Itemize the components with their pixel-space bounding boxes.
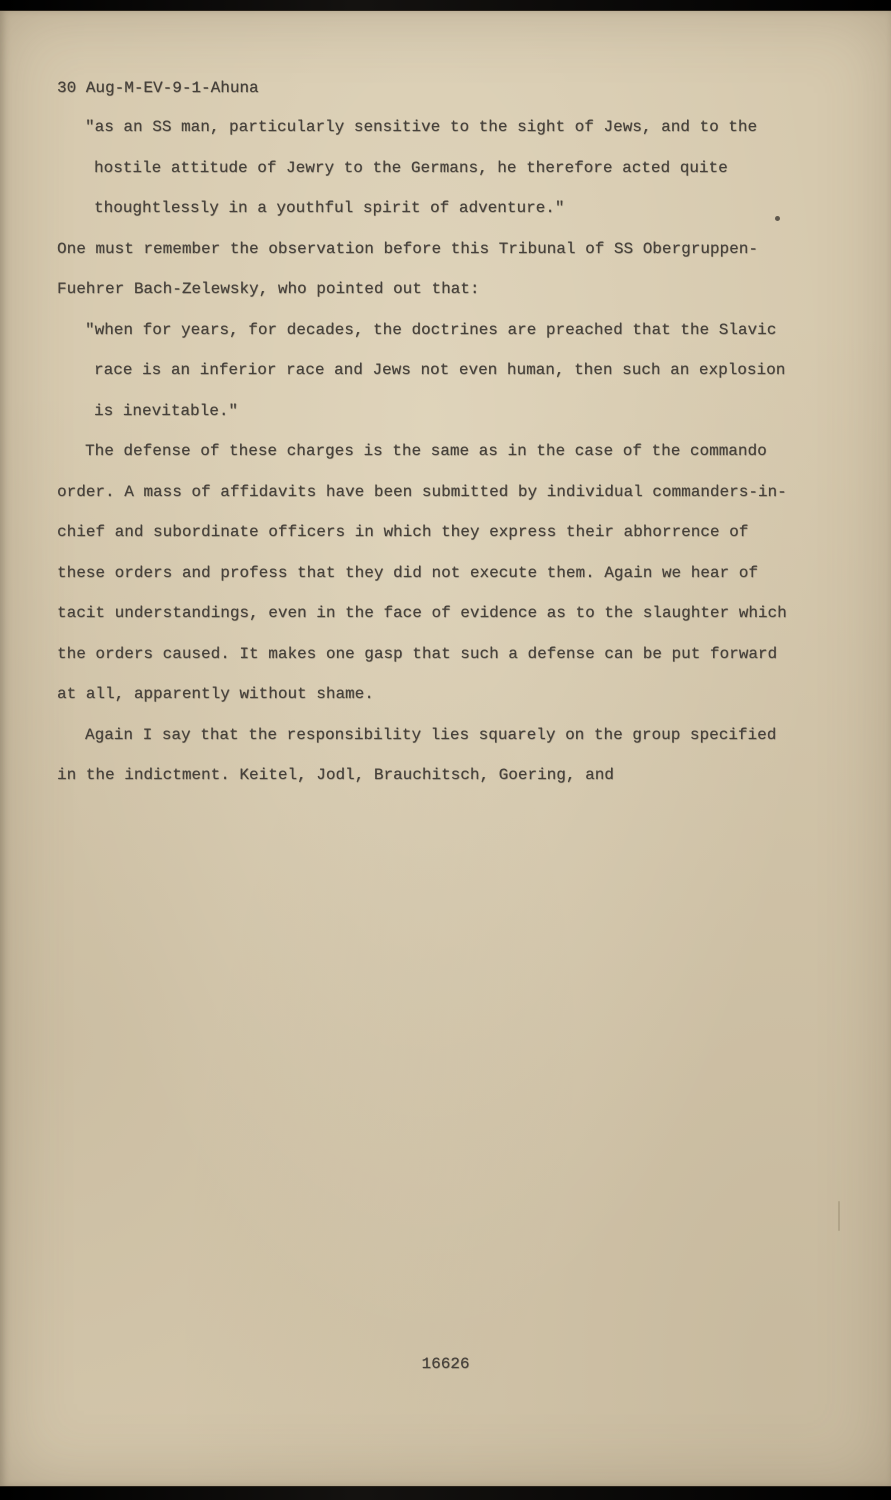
scan-edge-top <box>0 0 891 11</box>
typed-line: Again I say that the responsibility lies squarely on the group specified <box>85 725 777 744</box>
typed-line: these orders and profess that they did not execute them. Again we hear of <box>57 563 758 582</box>
document-page <box>0 9 891 1488</box>
typed-line: thoughtlessly in a youthful spirit of adventure." <box>94 199 565 217</box>
page-number: 16626 <box>421 1355 470 1373</box>
typed-line: The defense of these charges is the same as in the case of the commando <box>85 442 767 460</box>
typed-line: the orders caused. It makes one gasp that such a defense can be put forward <box>57 644 778 663</box>
document-header: 30 Aug-M-EV-9-1-Ahuna <box>57 79 259 97</box>
typed-line: is inevitable." <box>94 401 239 420</box>
typed-line: order. A mass of affidavits have been submitted by individual commanders-in- <box>57 482 787 501</box>
typed-line: hostile attitude of Jewry to the Germans, he therefore acted quite <box>94 158 728 177</box>
document-body <box>57 107 855 796</box>
typed-line: chief and subordinate officers in which they express their abhorrence of <box>57 523 749 541</box>
scan-artifact-speck <box>838 1201 840 1231</box>
typed-line: "when for years, for decades, the doctrines are preached that the Slavic <box>85 320 777 339</box>
typed-line: at all, apparently without shame. <box>57 685 374 703</box>
scan-edge-bottom <box>0 1486 891 1500</box>
typed-line: in the indictment. Keitel, Jodl, Brauchitsch, Goering, and <box>57 766 614 784</box>
typed-line: race is an inferior race and Jews not even human, then such an explosion <box>94 361 786 379</box>
typed-line: One must remember the observation before this Tribunal of SS Obergruppen- <box>57 239 758 258</box>
typed-line: Fuehrer Bach-Zelewsky, who pointed out that: <box>57 280 480 298</box>
scan-artifact-dot <box>775 216 780 221</box>
typed-line: "as an SS man, particularly sensitive to the sight of Jews, and to the <box>85 118 758 136</box>
typed-line: tacit understandings, even in the face of evidence as to the slaughter which <box>57 604 787 622</box>
